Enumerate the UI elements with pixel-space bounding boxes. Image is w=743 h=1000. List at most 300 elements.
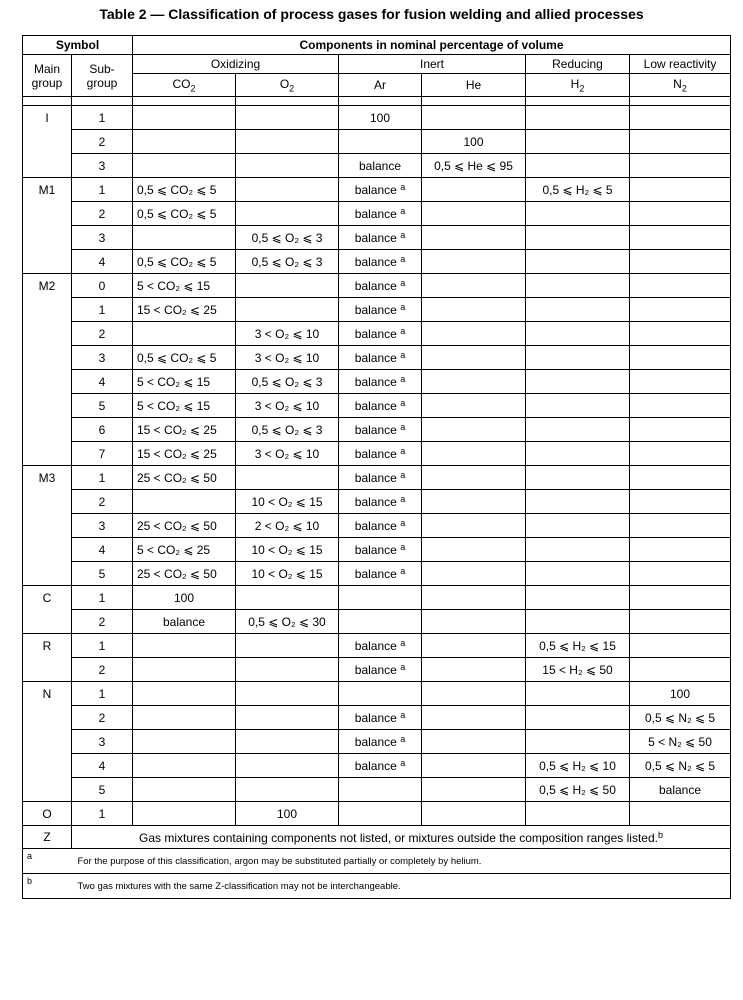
main-group-cell: Z xyxy=(23,826,72,849)
sub-group-cell: 5 xyxy=(72,562,133,586)
sub-group-cell: 4 xyxy=(72,250,133,274)
main-group-cell xyxy=(23,490,72,514)
table-row xyxy=(23,802,731,826)
co2-value: 15 < CO₂ ⩽ 25 xyxy=(137,446,217,461)
he-cell xyxy=(422,178,526,202)
he-cell xyxy=(422,490,526,514)
o2-cell xyxy=(236,754,339,778)
ar-cell xyxy=(339,202,422,226)
footnote-a-ref: a xyxy=(400,638,406,648)
n2-cell xyxy=(630,634,731,658)
co2-cell xyxy=(133,418,236,442)
table-row xyxy=(23,322,731,346)
h2-cell xyxy=(526,586,630,610)
h2-cell xyxy=(526,466,630,490)
footnote-row xyxy=(23,849,731,874)
header-low-reactivity: Low reactivity xyxy=(630,55,731,74)
table-row xyxy=(23,778,731,802)
header-n2-text: $N_2$ xyxy=(673,76,687,94)
main-group-cell xyxy=(23,130,72,154)
h2-value: 15 < H₂ ⩽ 50 xyxy=(542,662,613,677)
main-group-cell: M3 xyxy=(23,466,72,490)
co2-cell xyxy=(133,538,236,562)
footnote-mark: b xyxy=(23,874,72,899)
n2-cell xyxy=(630,154,731,178)
main-group-cell xyxy=(23,298,72,322)
he-cell xyxy=(422,130,526,154)
o2-cell xyxy=(236,634,339,658)
h2-cell xyxy=(526,178,630,202)
sub-group-cell: 7 xyxy=(72,442,133,466)
n2-cell xyxy=(630,442,731,466)
footnote-a-ref: a xyxy=(400,182,406,192)
co2-cell xyxy=(133,394,236,418)
main-group-cell: N xyxy=(23,682,72,706)
n2-cell xyxy=(630,466,731,490)
ar-value: balance xyxy=(354,351,397,365)
ar-cell xyxy=(339,490,422,514)
n2-cell xyxy=(630,298,731,322)
ar-cell xyxy=(339,634,422,658)
table-row xyxy=(23,370,731,394)
n2-value: 5 < N₂ ⩽ 50 xyxy=(648,734,712,749)
he-cell xyxy=(422,442,526,466)
ar-cell xyxy=(339,154,422,178)
co2-value: 25 < CO₂ ⩽ 50 xyxy=(137,518,217,533)
co2-cell xyxy=(133,754,236,778)
o2-cell xyxy=(236,250,339,274)
table-row xyxy=(23,250,731,274)
co2-cell xyxy=(133,658,236,682)
co2-cell xyxy=(133,346,236,370)
header-he: He xyxy=(422,74,526,97)
o2-cell xyxy=(236,322,339,346)
co2-value: 0,5 ⩽ CO₂ ⩽ 5 xyxy=(137,254,217,269)
he-cell xyxy=(422,538,526,562)
sub-group-cell: 6 xyxy=(72,418,133,442)
h2-cell xyxy=(526,202,630,226)
ar-cell xyxy=(339,370,422,394)
sub-group-cell: 3 xyxy=(72,346,133,370)
ar-value: balance xyxy=(354,735,397,749)
header-main-group: Main group xyxy=(23,55,72,97)
n2-cell xyxy=(630,106,731,130)
footnote-a-ref: a xyxy=(400,518,406,528)
ar-value: balance xyxy=(354,495,397,509)
table-row xyxy=(23,442,731,466)
table-row xyxy=(23,586,731,610)
table-row xyxy=(23,514,731,538)
header-h2-text: $H_2$ xyxy=(570,76,585,94)
header-h2 xyxy=(526,74,630,97)
n2-cell xyxy=(630,538,731,562)
h2-cell xyxy=(526,754,630,778)
co2-value: 100 xyxy=(173,590,195,605)
footnote-b-ref: b xyxy=(657,829,663,840)
o2-cell xyxy=(236,778,339,802)
main-group-cell xyxy=(23,346,72,370)
o2-value: 3 < O₂ ⩽ 10 xyxy=(254,326,320,341)
ar-cell xyxy=(339,802,422,826)
co2-cell xyxy=(133,682,236,706)
o2-cell xyxy=(236,514,339,538)
n2-cell xyxy=(630,370,731,394)
co2-value: 15 < CO₂ ⩽ 25 xyxy=(137,302,217,317)
main-group-cell xyxy=(23,706,72,730)
h2-cell xyxy=(526,634,630,658)
table-row xyxy=(23,130,731,154)
n2-cell xyxy=(630,490,731,514)
n2-cell xyxy=(630,658,731,682)
o2-value: 3 < O₂ ⩽ 10 xyxy=(254,398,320,413)
ar-cell xyxy=(339,322,422,346)
main-group-cell xyxy=(23,730,72,754)
n2-cell xyxy=(630,514,731,538)
he-cell xyxy=(422,658,526,682)
ar-value: balance xyxy=(354,639,397,653)
main-group-cell: O xyxy=(23,802,72,826)
ar-cell xyxy=(339,130,422,154)
main-group-cell xyxy=(23,370,72,394)
sub-group-cell: 2 xyxy=(72,130,133,154)
o2-cell xyxy=(236,538,339,562)
n2-cell xyxy=(630,802,731,826)
sub-group-cell: 3 xyxy=(72,730,133,754)
table-title: Table 2 — Classification of process gases for fusion welding and allied processes xyxy=(99,6,644,22)
o2-cell xyxy=(236,466,339,490)
ar-cell xyxy=(339,538,422,562)
he-cell xyxy=(422,634,526,658)
main-group-cell xyxy=(23,610,72,634)
header-components: Components in nominal percentage of volume xyxy=(133,36,731,55)
h2-cell xyxy=(526,226,630,250)
o2-cell xyxy=(236,226,339,250)
co2-cell xyxy=(133,274,236,298)
footnote-a-ref: a xyxy=(400,566,406,576)
ar-value: balance xyxy=(354,663,397,677)
table-row xyxy=(23,466,731,490)
he-cell xyxy=(422,322,526,346)
footnote-a-ref: a xyxy=(400,254,406,264)
sub-group-cell: 1 xyxy=(72,634,133,658)
co2-value: 25 < CO₂ ⩽ 50 xyxy=(137,470,217,485)
co2-cell xyxy=(133,586,236,610)
footnote-a-ref: a xyxy=(400,542,406,552)
o2-cell xyxy=(236,274,339,298)
n2-cell xyxy=(630,610,731,634)
co2-cell xyxy=(133,154,236,178)
z-description xyxy=(72,826,731,849)
co2-cell xyxy=(133,562,236,586)
main-group-cell: M1 xyxy=(23,178,72,202)
n2-cell xyxy=(630,178,731,202)
ar-value: balance xyxy=(354,399,397,413)
co2-value: 5 < CO₂ ⩽ 15 xyxy=(137,374,211,389)
ar-value: balance xyxy=(354,711,397,725)
ar-value: balance xyxy=(354,471,397,485)
co2-cell xyxy=(133,778,236,802)
ar-cell xyxy=(339,250,422,274)
table-row xyxy=(23,106,731,130)
header-reducing: Reducing xyxy=(526,55,630,74)
header-symbol: Symbol xyxy=(23,36,133,55)
o2-value: 100 xyxy=(276,806,298,821)
sub-group-cell: 5 xyxy=(72,394,133,418)
z-row xyxy=(23,826,731,849)
he-cell xyxy=(422,250,526,274)
ar-value: balance xyxy=(354,279,397,293)
h2-cell xyxy=(526,370,630,394)
main-group-cell: M2 xyxy=(23,274,72,298)
he-cell xyxy=(422,370,526,394)
header-co2-text: $CO_2$ xyxy=(172,76,196,94)
h2-cell xyxy=(526,394,630,418)
o2-value: 0,5 ⩽ O₂ ⩽ 3 xyxy=(251,254,323,269)
h2-cell xyxy=(526,130,630,154)
footnote-a-ref: a xyxy=(400,422,406,432)
ar-value: balance xyxy=(354,567,397,581)
he-cell xyxy=(422,586,526,610)
h2-cell xyxy=(526,778,630,802)
ar-cell xyxy=(339,562,422,586)
sub-group-cell: 4 xyxy=(72,370,133,394)
o2-cell xyxy=(236,178,339,202)
he-cell xyxy=(422,610,526,634)
footnote-a-ref: a xyxy=(400,734,406,744)
table-row xyxy=(23,274,731,298)
o2-cell xyxy=(236,442,339,466)
ar-cell xyxy=(339,610,422,634)
ar-value: balance xyxy=(354,543,397,557)
o2-value: 0,5 ⩽ O₂ ⩽ 3 xyxy=(251,422,323,437)
h2-cell xyxy=(526,106,630,130)
table-row xyxy=(23,754,731,778)
sub-group-cell: 2 xyxy=(72,490,133,514)
co2-value: balance xyxy=(162,614,206,629)
he-cell xyxy=(422,298,526,322)
ar-value: balance xyxy=(354,519,397,533)
ar-value: balance xyxy=(354,759,397,773)
o2-cell xyxy=(236,298,339,322)
h2-cell xyxy=(526,610,630,634)
sub-group-cell: 2 xyxy=(72,658,133,682)
o2-value: 3 < O₂ ⩽ 10 xyxy=(254,350,320,365)
footnote-mark: a xyxy=(23,849,72,874)
he-cell xyxy=(422,466,526,490)
main-group-cell xyxy=(23,778,72,802)
o2-value: 10 < O₂ ⩽ 15 xyxy=(251,566,323,581)
he-cell xyxy=(422,778,526,802)
table-row xyxy=(23,226,731,250)
co2-cell xyxy=(133,634,236,658)
sub-group-cell: 1 xyxy=(72,298,133,322)
o2-cell xyxy=(236,658,339,682)
o2-cell xyxy=(236,418,339,442)
ar-value: balance xyxy=(354,183,397,197)
ar-value: balance xyxy=(354,255,397,269)
ar-cell xyxy=(339,298,422,322)
table-row xyxy=(23,658,731,682)
main-group-cell xyxy=(23,322,72,346)
main-group-cell xyxy=(23,538,72,562)
n2-value: balance xyxy=(658,782,702,797)
co2-value: 0,5 ⩽ CO₂ ⩽ 5 xyxy=(137,350,217,365)
header-gap-row xyxy=(23,97,731,106)
ar-cell xyxy=(339,658,422,682)
he-cell xyxy=(422,706,526,730)
table-row xyxy=(23,706,731,730)
n2-cell xyxy=(630,682,731,706)
h2-value: 0,5 ⩽ H₂ ⩽ 50 xyxy=(539,782,616,797)
footnote-a-ref: a xyxy=(400,758,406,768)
h2-cell xyxy=(526,490,630,514)
sub-group-cell: 1 xyxy=(72,802,133,826)
h2-cell xyxy=(526,298,630,322)
he-cell xyxy=(422,106,526,130)
h2-cell xyxy=(526,442,630,466)
header-oxidizing: Oxidizing xyxy=(133,55,339,74)
o2-cell xyxy=(236,730,339,754)
n2-cell xyxy=(630,754,731,778)
n2-cell xyxy=(630,322,731,346)
he-cell xyxy=(422,274,526,298)
ar-cell xyxy=(339,778,422,802)
sub-group-cell: 3 xyxy=(72,154,133,178)
co2-cell xyxy=(133,370,236,394)
n2-cell xyxy=(630,250,731,274)
ar-value: balance xyxy=(354,231,397,245)
table-row xyxy=(23,562,731,586)
ar-cell xyxy=(339,226,422,250)
main-group-cell: C xyxy=(23,586,72,610)
o2-cell xyxy=(236,394,339,418)
ar-cell xyxy=(339,442,422,466)
o2-value: 10 < O₂ ⩽ 15 xyxy=(251,542,323,557)
co2-cell xyxy=(133,730,236,754)
ar-value: balance xyxy=(354,303,397,317)
n2-cell xyxy=(630,394,731,418)
sub-group-cell: 1 xyxy=(72,682,133,706)
o2-cell xyxy=(236,370,339,394)
table-row xyxy=(23,418,731,442)
gas-classification-table xyxy=(22,35,731,899)
sub-group-cell: 0 xyxy=(72,274,133,298)
co2-cell xyxy=(133,466,236,490)
n2-cell xyxy=(630,562,731,586)
table-row xyxy=(23,178,731,202)
main-group-cell xyxy=(23,154,72,178)
main-group-cell xyxy=(23,418,72,442)
table-row xyxy=(23,682,731,706)
z-text: Gas mixtures containing components not listed, or mixtures outside the composition ranges listed. xyxy=(139,830,658,845)
co2-value: 5 < CO₂ ⩽ 25 xyxy=(137,542,211,557)
ar-cell xyxy=(339,706,422,730)
sub-group-cell: 4 xyxy=(72,754,133,778)
o2-cell xyxy=(236,562,339,586)
he-cell xyxy=(422,154,526,178)
header-inert: Inert xyxy=(339,55,526,74)
co2-value: 5 < CO₂ ⩽ 15 xyxy=(137,398,211,413)
he-cell xyxy=(422,514,526,538)
co2-value: 5 < CO₂ ⩽ 15 xyxy=(137,278,211,293)
n2-cell xyxy=(630,226,731,250)
ar-cell xyxy=(339,418,422,442)
co2-cell xyxy=(133,202,236,226)
h2-cell xyxy=(526,682,630,706)
n2-cell xyxy=(630,274,731,298)
sub-group-cell: 1 xyxy=(72,178,133,202)
footnote-a-ref: a xyxy=(400,302,406,312)
ar-value: balance xyxy=(358,158,402,173)
ar-cell xyxy=(339,178,422,202)
co2-value: 15 < CO₂ ⩽ 25 xyxy=(137,422,217,437)
header-o2 xyxy=(236,74,339,97)
h2-cell xyxy=(526,802,630,826)
he-cell xyxy=(422,346,526,370)
n2-cell xyxy=(630,778,731,802)
h2-cell xyxy=(526,658,630,682)
he-cell xyxy=(422,730,526,754)
footnote-a-ref: a xyxy=(400,278,406,288)
he-cell xyxy=(422,562,526,586)
o2-cell xyxy=(236,106,339,130)
table-row xyxy=(23,634,731,658)
ar-value: balance xyxy=(354,207,397,221)
header-co2 xyxy=(133,74,236,97)
o2-cell xyxy=(236,706,339,730)
main-group-cell xyxy=(23,514,72,538)
table-row xyxy=(23,298,731,322)
ar-cell xyxy=(339,730,422,754)
o2-value: 10 < O₂ ⩽ 15 xyxy=(251,494,323,509)
h2-value: 0,5 ⩽ H₂ ⩽ 10 xyxy=(539,758,616,773)
ar-cell xyxy=(339,274,422,298)
ar-cell xyxy=(339,466,422,490)
main-group-cell xyxy=(23,226,72,250)
footnote-a-ref: a xyxy=(400,710,406,720)
co2-cell xyxy=(133,298,236,322)
main-group-cell xyxy=(23,658,72,682)
co2-cell xyxy=(133,706,236,730)
he-cell xyxy=(422,754,526,778)
n2-cell xyxy=(630,130,731,154)
footnote-a-ref: a xyxy=(400,470,406,480)
o2-cell xyxy=(236,802,339,826)
ar-cell xyxy=(339,754,422,778)
o2-cell xyxy=(236,130,339,154)
main-group-cell xyxy=(23,250,72,274)
o2-value: 0,5 ⩽ O₂ ⩽ 3 xyxy=(251,230,323,245)
he-cell xyxy=(422,682,526,706)
n2-cell xyxy=(630,346,731,370)
table-row xyxy=(23,394,731,418)
co2-cell xyxy=(133,514,236,538)
o2-value: 0,5 ⩽ O₂ ⩽ 3 xyxy=(251,374,323,389)
ar-value: balance xyxy=(354,423,397,437)
h2-cell xyxy=(526,730,630,754)
footnote-text: Two gas mixtures with the same Z-classification may not be interchangeable. xyxy=(72,874,731,899)
co2-cell xyxy=(133,802,236,826)
footnote-a-ref: a xyxy=(400,206,406,216)
h2-cell xyxy=(526,418,630,442)
sub-group-cell: 5 xyxy=(72,778,133,802)
sub-group-cell: 1 xyxy=(72,586,133,610)
footnote-a-ref: a xyxy=(400,494,406,504)
main-group-cell xyxy=(23,754,72,778)
header-sub-group: Sub-group xyxy=(72,55,133,97)
he-cell xyxy=(422,418,526,442)
ar-cell xyxy=(339,514,422,538)
